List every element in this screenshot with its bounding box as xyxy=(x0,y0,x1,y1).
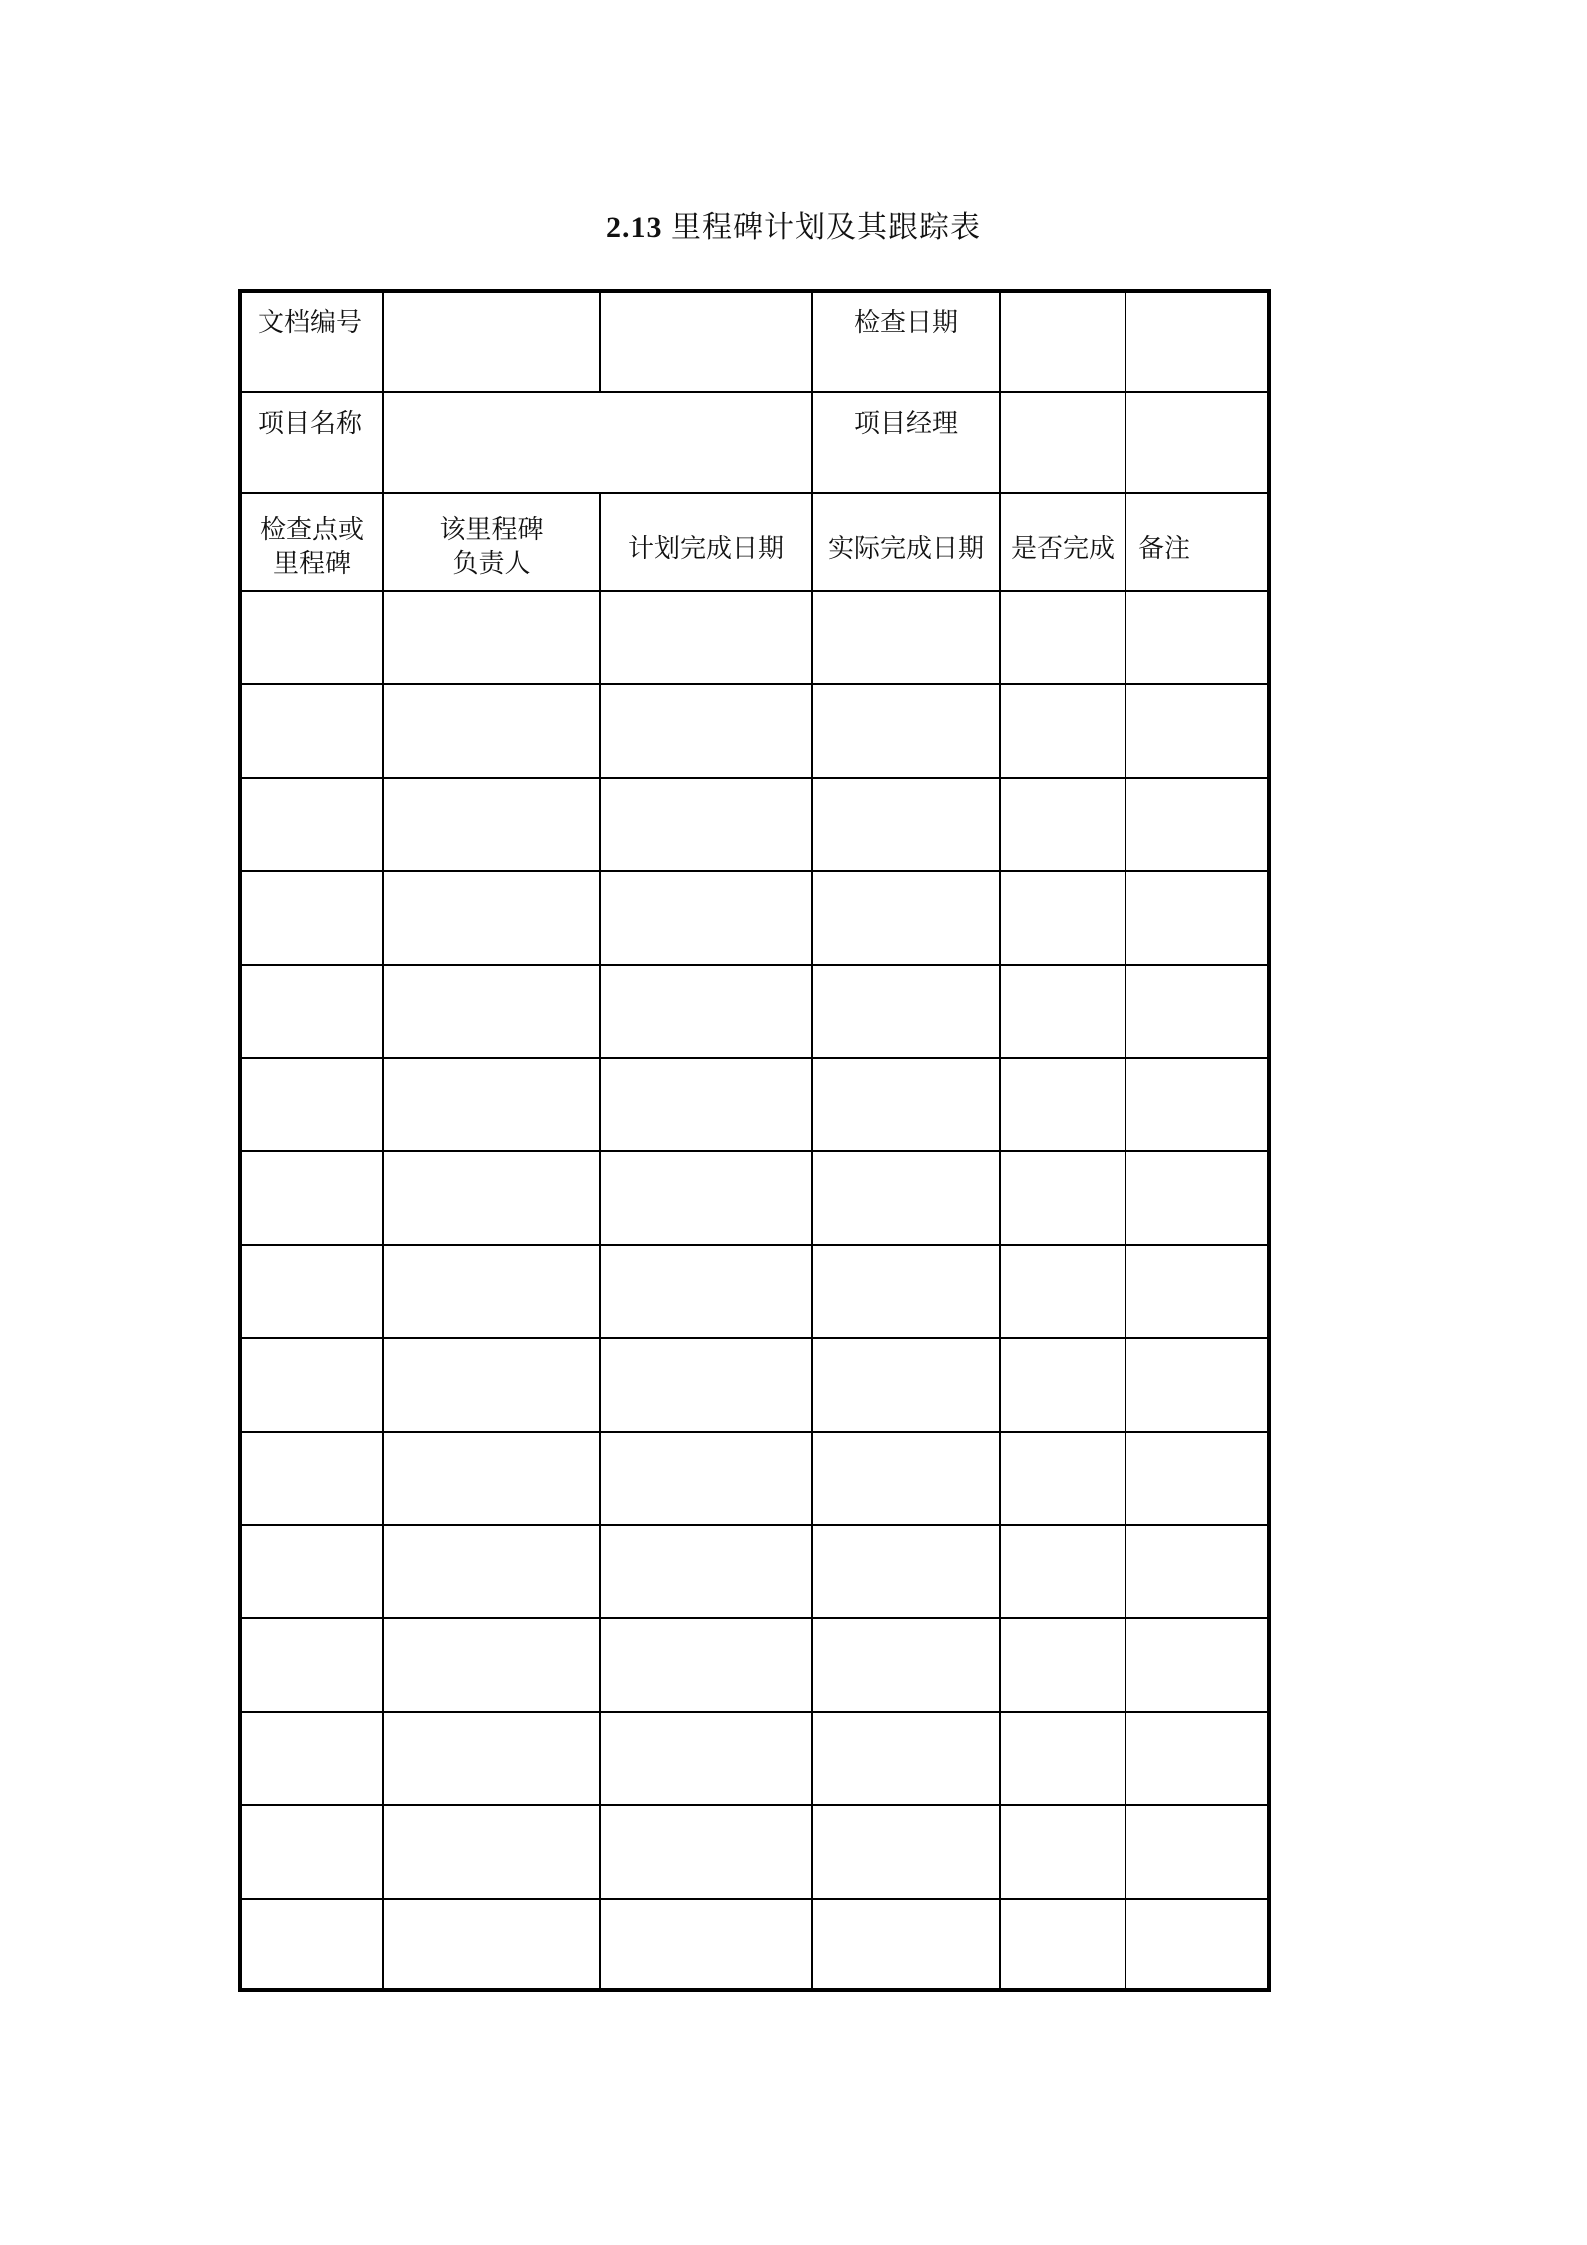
table-cell[interactable] xyxy=(1001,1713,1124,1803)
title-number: 2.13 xyxy=(606,211,663,244)
table-cell[interactable] xyxy=(384,1152,599,1242)
table-cell[interactable] xyxy=(601,966,811,1056)
col-header-actual-date: 实际完成日期 xyxy=(827,534,984,564)
table-cell[interactable] xyxy=(384,592,599,682)
table-cell[interactable] xyxy=(1126,1900,1265,1990)
table-cell[interactable] xyxy=(1126,1526,1265,1616)
table-cell[interactable] xyxy=(242,1152,382,1242)
table-cell[interactable] xyxy=(813,1246,999,1336)
table-cell[interactable] xyxy=(1001,1059,1124,1149)
table-cell[interactable] xyxy=(813,1433,999,1523)
table-cell[interactable] xyxy=(813,1152,999,1242)
table-cell[interactable] xyxy=(601,592,811,682)
table-cell[interactable] xyxy=(1001,1339,1124,1429)
table-cell[interactable] xyxy=(384,1246,599,1336)
table-cell[interactable] xyxy=(601,1713,811,1803)
table-cell[interactable] xyxy=(601,1806,811,1896)
check-date-label: 检查日期 xyxy=(853,308,958,338)
col-header-remarks: 备注 xyxy=(1138,534,1191,564)
table-cell[interactable] xyxy=(242,1339,382,1429)
table-cell[interactable] xyxy=(242,1806,382,1896)
table-cell[interactable] xyxy=(1126,872,1265,962)
row-divider xyxy=(238,492,1271,494)
table-cell[interactable] xyxy=(1126,1619,1265,1709)
table-cell[interactable] xyxy=(813,1619,999,1709)
table-cell[interactable] xyxy=(601,1619,811,1709)
title-text: 里程碑计划及其跟踪表 xyxy=(671,210,981,245)
table-cell[interactable] xyxy=(1126,1806,1265,1896)
table-cell[interactable] xyxy=(813,966,999,1056)
table-cell[interactable] xyxy=(601,1526,811,1616)
table-cell[interactable] xyxy=(1001,779,1124,869)
table-cell[interactable] xyxy=(242,1059,382,1149)
project-manager-field[interactable] xyxy=(1001,393,1125,492)
table-cell[interactable] xyxy=(242,1433,382,1523)
table-cell[interactable] xyxy=(1126,1059,1265,1149)
table-cell[interactable] xyxy=(242,1619,382,1709)
table-cell[interactable] xyxy=(1001,966,1124,1056)
table-cell[interactable] xyxy=(813,1059,999,1149)
table-cell[interactable] xyxy=(242,966,382,1056)
table-cell[interactable] xyxy=(1126,685,1265,775)
table-cell[interactable] xyxy=(1126,592,1265,682)
table-cell[interactable] xyxy=(1001,1433,1124,1523)
table-cell[interactable] xyxy=(384,966,599,1056)
table-cell[interactable] xyxy=(601,1900,811,1990)
table-cell[interactable] xyxy=(813,592,999,682)
col-header-milestone-line1: 检查点或 xyxy=(259,515,364,545)
table-cell[interactable] xyxy=(384,685,599,775)
table-cell[interactable] xyxy=(1126,1713,1265,1803)
table-cell[interactable] xyxy=(1001,872,1124,962)
table-cell[interactable] xyxy=(242,1713,382,1803)
table-cell[interactable] xyxy=(601,872,811,962)
table-cell[interactable] xyxy=(384,1713,599,1803)
check-date-field[interactable] xyxy=(1001,293,1125,391)
table-cell[interactable] xyxy=(1001,1152,1124,1242)
table-cell[interactable] xyxy=(1126,966,1265,1056)
check-date-field-2[interactable] xyxy=(1126,293,1267,391)
table-cell[interactable] xyxy=(1126,779,1265,869)
table-cell[interactable] xyxy=(384,1526,599,1616)
project-name-field[interactable] xyxy=(384,393,811,492)
table-cell[interactable] xyxy=(242,779,382,869)
table-cell[interactable] xyxy=(384,1900,599,1990)
table-cell[interactable] xyxy=(384,1433,599,1523)
table-cell[interactable] xyxy=(384,1806,599,1896)
doc-no-label: 文档编号 xyxy=(258,308,363,338)
table-cell[interactable] xyxy=(384,1339,599,1429)
doc-no-field-2[interactable] xyxy=(601,293,811,391)
col-header-milestone-line2: 里程碑 xyxy=(272,549,351,579)
project-name-label: 项目名称 xyxy=(258,409,363,439)
table-cell[interactable] xyxy=(813,685,999,775)
table-cell[interactable] xyxy=(601,1339,811,1429)
page-title xyxy=(0,202,1587,246)
table-cell[interactable] xyxy=(1126,1246,1265,1336)
table-cell[interactable] xyxy=(813,779,999,869)
table-cell[interactable] xyxy=(242,872,382,962)
table-cell[interactable] xyxy=(242,1246,382,1336)
table-cell[interactable] xyxy=(384,1059,599,1149)
table-cell[interactable] xyxy=(1001,592,1124,682)
table-cell[interactable] xyxy=(1001,1619,1124,1709)
col-header-owner-line1: 该里程碑 xyxy=(439,515,544,545)
col-header-owner-line2: 负责人 xyxy=(452,549,531,579)
col-header-planned-date: 计划完成日期 xyxy=(627,534,784,564)
table-cell[interactable] xyxy=(1126,1339,1265,1429)
table-cell[interactable] xyxy=(601,1433,811,1523)
table-cell[interactable] xyxy=(601,1059,811,1149)
table-cell[interactable] xyxy=(1126,1152,1265,1242)
table-cell[interactable] xyxy=(813,1339,999,1429)
col-header-owner xyxy=(384,506,599,588)
table-cell[interactable] xyxy=(813,1526,999,1616)
table-cell[interactable] xyxy=(601,1246,811,1336)
project-manager-label: 项目经理 xyxy=(853,409,958,439)
table-cell[interactable] xyxy=(1126,1433,1265,1523)
table-cell[interactable] xyxy=(601,685,811,775)
table-cell[interactable] xyxy=(813,1900,999,1990)
table-cell[interactable] xyxy=(242,1526,382,1616)
table-cell[interactable] xyxy=(384,1619,599,1709)
table-cell[interactable] xyxy=(384,779,599,869)
table-cell[interactable] xyxy=(242,1900,382,1990)
table-cell[interactable] xyxy=(813,872,999,962)
table-cell[interactable] xyxy=(601,779,811,869)
col-header-completed: 是否完成 xyxy=(1010,534,1115,564)
table-cell[interactable] xyxy=(242,685,382,775)
table-cell[interactable] xyxy=(1001,685,1124,775)
table-cell[interactable] xyxy=(813,1713,999,1803)
table-cell[interactable] xyxy=(813,1806,999,1896)
project-manager-field-2[interactable] xyxy=(1126,393,1267,492)
col-header-milestone xyxy=(242,506,382,588)
table-cell[interactable] xyxy=(1001,1246,1124,1336)
doc-no-field[interactable] xyxy=(384,293,599,391)
table-cell[interactable] xyxy=(1001,1526,1124,1616)
table-cell[interactable] xyxy=(242,592,382,682)
table-cell[interactable] xyxy=(1001,1900,1124,1990)
table-cell[interactable] xyxy=(384,872,599,962)
table-cell[interactable] xyxy=(1001,1806,1124,1896)
table-cell[interactable] xyxy=(601,1152,811,1242)
